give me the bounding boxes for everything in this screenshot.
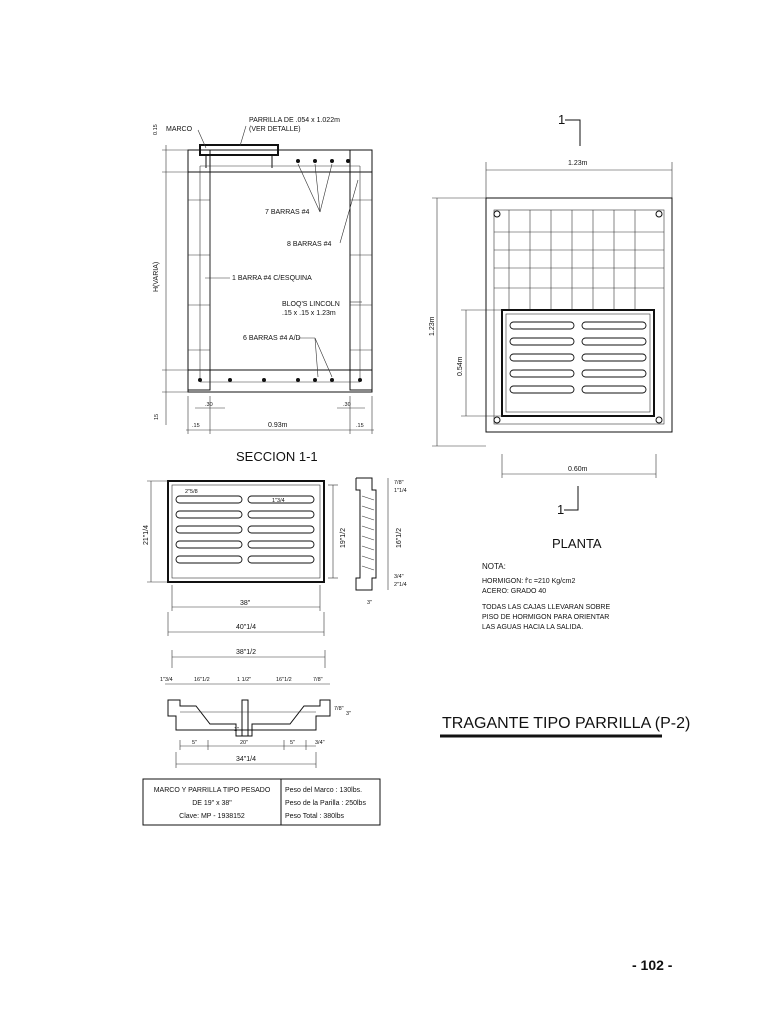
profile-seg3: 1 1/2" [237,677,252,683]
notes-line1: HORMIGON: f'c =210 Kg/cm2 [482,578,576,585]
label-6-barras: 6 BARRAS #4 A/D [243,335,301,342]
profile-right-b: 3" [346,711,352,717]
plan-dim-inner: 0.54m [457,356,464,376]
label-8-barras: 8 BARRAS #4 [287,241,332,248]
dim-top-015: 0.15 [153,124,159,135]
section-title: SECCION 1-1 [236,449,318,464]
side-dim-foot: 3" [367,600,373,606]
side-dim-bottom-a: 3/4" [394,574,404,580]
notes-block [482,562,610,631]
spec-left-line1: MARCO Y PARRILLA TIPO PESADO [153,787,271,794]
profile-overall-bottom: 34"1/4 [236,756,257,763]
label-marco: MARCO [166,126,193,133]
profile-b1: 5" [192,740,198,746]
grate-slot-width: 2"5/8 [185,489,198,495]
spec-right-line2: Peso de la Parilla : 250lbs [285,800,366,807]
side-dim-top-b: 1"1/4 [394,488,407,494]
notes-heading: NOTA: [482,562,506,571]
grate-slot-gap: 1"3/4 [272,498,285,504]
page-number: - 102 - [632,957,673,973]
label-bloqs-line2: .15 x .15 x 1.23m [282,310,336,317]
notes-line2: ACERO: GRADO 40 [482,588,547,595]
spec-left-line3: Clave: MP - 1938152 [179,813,245,820]
spec-right-line1: Peso del Marco : 130lbs. [285,787,363,794]
label-parrilla-line2: (VER DETALLE) [249,126,301,133]
label-parrilla-line1: PARRILLA DE .054 x 1.022m [249,117,340,124]
profile-mid: 1" [234,727,240,733]
profile-overall-top: 38"1/2 [236,649,257,656]
dim-30-right: .30 [343,402,351,408]
profile-seg1: 1"3/4 [160,677,173,683]
spec-right-line3: Peso Total : 380lbs [285,813,345,820]
dim-bottom-15: 15 [154,413,160,420]
dim-093: 0.93m [268,422,288,429]
spec-left-line2: DE 19" x 38" [192,800,232,807]
grate-detail [143,481,347,636]
notes-line5: LAS AGUAS HACIA LA SALIDA. [482,624,584,631]
dim-15-left: .15 [192,423,200,429]
grate-dim-left: 21"1/4 [143,524,150,545]
dim-15-right: .15 [356,423,364,429]
grate-dim-40: 40"1/4 [236,624,257,631]
label-7-barras: 7 BARRAS #4 [265,209,310,216]
profile-seg2: 16"1/2 [194,677,210,683]
section-1-1 [153,117,374,464]
side-dim-top-a: 7/8" [394,480,404,486]
plan-dim-bottom: 0.60m [568,466,588,473]
label-bloqs-line1: BLOQ'S LINCOLN [282,301,340,308]
spec-table [143,779,380,825]
notes-line3: TODAS LAS CAJAS LLEVARAN SOBRE [482,604,611,611]
profile-b4: 3/4" [315,740,325,746]
profile-b3: 5" [290,740,296,746]
section-mark-top: 1 [558,112,566,127]
dim-30-left: .30 [205,402,213,408]
profile-right-a: 7/8" [334,706,344,712]
side-dim-bottom-b: 2"1/4 [394,582,407,588]
plan-view [429,112,672,551]
label-1-barra-esquina: 1 BARRA #4 C/ESQUINA [232,275,312,282]
grate-dim-inner: 19"1/2 [340,527,347,548]
side-dim-right: 16"1/2 [396,527,403,548]
section-mark-bottom: 1 [557,502,565,517]
grate-dim-38: 38" [240,600,251,607]
plan-dim-top: 1.23m [568,160,588,167]
notes-line4: PISO DE HORMIGON PARA ORIENTAR [482,614,610,621]
plan-title: PLANTA [552,536,602,551]
profile-seg4: 16"1/2 [276,677,292,683]
main-title: TRAGANTE TIPO PARRILLA (P-2) [442,715,691,732]
plan-dim-left: 1.23m [429,316,436,336]
grate-side-section [356,478,407,606]
profile-seg5: 7/8" [313,677,323,683]
frame-profile [160,649,351,768]
dim-h-varia: H(VARIA) [153,261,160,292]
profile-b2: 20" [240,740,249,746]
